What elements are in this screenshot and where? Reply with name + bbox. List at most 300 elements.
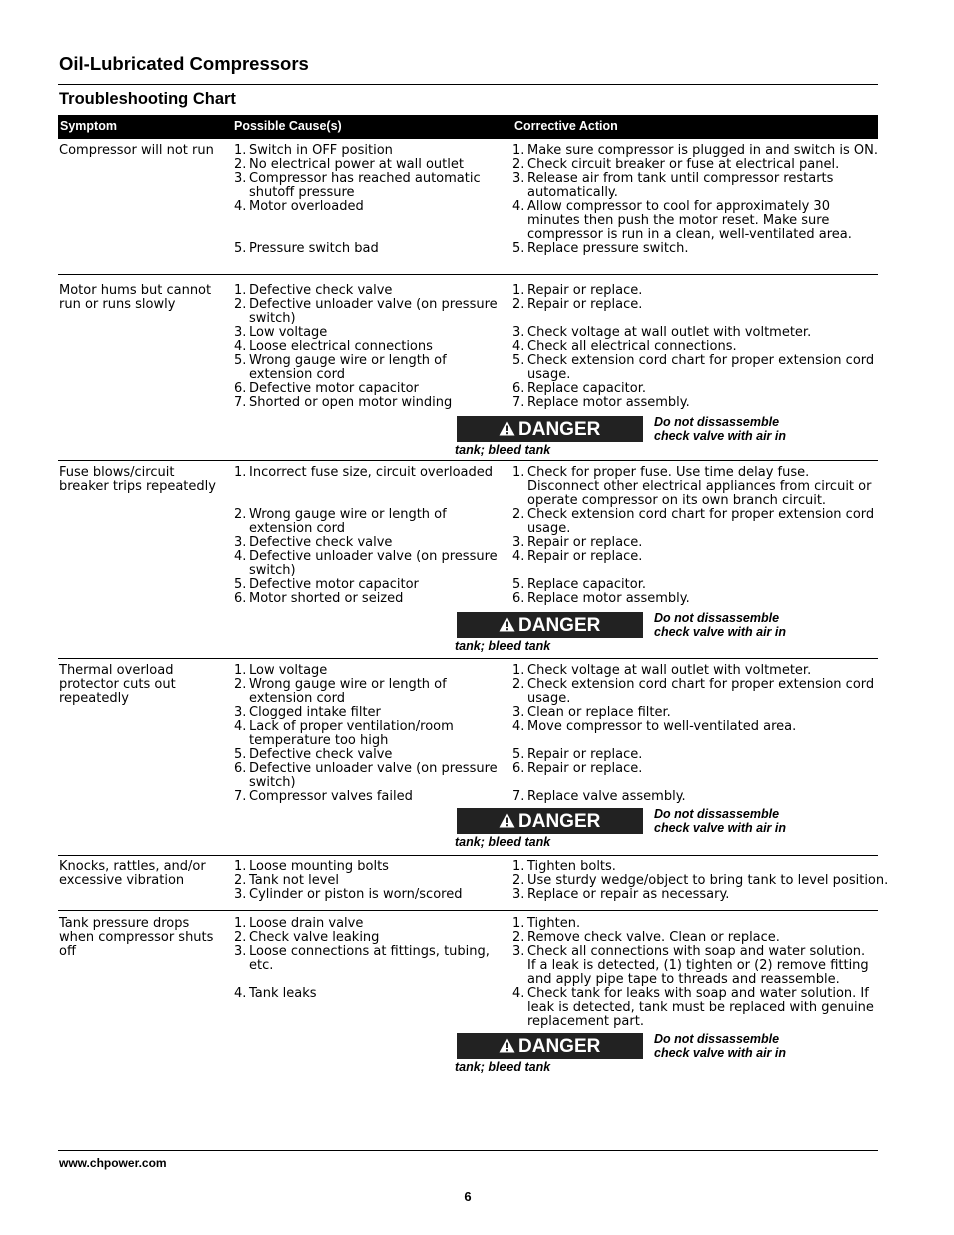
item-text: Compressor has reached automatic — [249, 171, 481, 186]
cause-cell-line — [234, 200, 509, 214]
cause-cell-line — [234, 242, 509, 256]
cause-cell-line — [234, 987, 509, 1001]
item-text: Low voltage — [249, 325, 328, 340]
cause-cell-line — [234, 340, 509, 354]
action-cell-line — [512, 172, 878, 186]
item-text: Replace or repair as necessary. — [527, 887, 730, 902]
symptom-line: breaker trips repeatedly — [59, 479, 216, 494]
item-text: Check for proper fuse. Use time delay fuse. — [527, 465, 810, 480]
action-cell-line — [512, 368, 878, 382]
action-cell — [512, 917, 878, 1029]
cause-cell-line — [234, 874, 509, 888]
action-cell-line — [512, 550, 878, 564]
symptom-line: off — [59, 944, 76, 959]
symptom-line: protector cuts out — [59, 677, 176, 692]
item-text: Cylinder or piston is worn/scored — [249, 887, 463, 902]
danger-word: DANGER — [518, 419, 601, 440]
item-number: 1. — [512, 916, 525, 931]
symptom-line: Tank pressure drops — [59, 916, 190, 931]
item-number: 7. — [512, 789, 525, 804]
action-cell-line — [512, 1001, 878, 1015]
item-number: 4. — [512, 549, 525, 564]
danger-label-box — [457, 612, 643, 638]
item-number: 6. — [512, 381, 525, 396]
action-cell-line — [512, 564, 878, 578]
item-number: 5. — [234, 241, 247, 256]
row-divider — [58, 460, 878, 461]
item-number: 7. — [234, 789, 247, 804]
danger-message — [654, 611, 824, 639]
action-cell-line — [512, 720, 878, 734]
cause-cell-line — [234, 480, 509, 494]
danger-word: DANGER — [518, 615, 601, 636]
action-cell-line — [512, 664, 878, 678]
danger-message-line: Do not dissassemble — [654, 1032, 780, 1046]
danger-word: DANGER — [518, 1036, 601, 1057]
item-number: 4. — [234, 199, 247, 214]
action-cell-line — [512, 242, 878, 256]
item-number: 6. — [234, 591, 247, 606]
item-text: Defective check valve — [249, 747, 393, 762]
action-cell-line — [512, 228, 878, 242]
action-cell-line — [512, 326, 878, 340]
item-text: Wrong gauge wire or length of — [249, 353, 447, 368]
item-text: Disconnect other electrical appliances from circuit or — [527, 479, 872, 494]
action-cell-line — [512, 494, 878, 508]
cause-cell-line — [234, 578, 509, 592]
item-text: Replace valve assembly. — [527, 789, 686, 804]
symptom-cell — [59, 144, 224, 158]
symptom-cell — [59, 860, 224, 888]
cause-cell-line — [234, 284, 509, 298]
item-text: Compressor valves failed — [249, 789, 413, 804]
item-text: compressor is run in a clean, well-ventilated area. — [527, 227, 852, 242]
action-cell-line — [512, 214, 878, 228]
item-text: Defective unloader valve (on pressure — [249, 761, 498, 776]
item-text: Incorrect fuse size, circuit overloaded — [249, 465, 493, 480]
item-number: 1. — [234, 143, 247, 158]
item-text: Wrong gauge wire or length of — [249, 677, 447, 692]
item-text: Tighten. — [527, 916, 581, 931]
action-cell-line — [512, 480, 878, 494]
cause-cell-line — [234, 748, 509, 762]
danger-message-line: Do not dissassemble — [654, 611, 780, 625]
item-text: Clogged intake filter — [249, 705, 381, 720]
footer-divider — [58, 1150, 878, 1151]
cause-cell — [234, 860, 509, 902]
item-text: Replace motor assembly. — [527, 591, 690, 606]
action-cell — [512, 284, 878, 410]
symptom-cell — [59, 664, 224, 706]
item-number: 1. — [512, 283, 525, 298]
title-divider — [58, 84, 878, 85]
item-text: Check extension cord chart for proper extension cord — [527, 353, 875, 368]
item-text: Check all connections with soap and water solution. — [527, 944, 866, 959]
row-divider — [58, 274, 878, 275]
action-cell-line — [512, 748, 878, 762]
item-text: Motor shorted or seized — [249, 591, 404, 606]
header-action: Corrective Action — [514, 119, 618, 133]
cause-cell-line — [234, 536, 509, 550]
item-number: 6. — [234, 761, 247, 776]
item-number: 4. — [234, 549, 247, 564]
action-cell-line — [512, 706, 878, 720]
symptom-line: Compressor will not run — [59, 143, 214, 158]
symptom-line: Knocks, rattles, and/or — [59, 859, 206, 874]
item-text: Check extension cord chart for proper extension cord — [527, 677, 875, 692]
item-text: Use sturdy wedge/object to bring tank to level position. — [527, 873, 889, 888]
item-text: Motor overloaded — [249, 199, 364, 214]
action-cell-line — [512, 790, 878, 804]
action-cell-line — [512, 466, 878, 480]
item-text: Check tank for leaks with soap and water solution. If — [527, 986, 869, 1001]
cause-cell-line — [234, 466, 509, 480]
item-number: 3. — [512, 887, 525, 902]
item-number: 2. — [512, 677, 525, 692]
item-number: 2. — [512, 930, 525, 945]
item-number: 2. — [234, 873, 247, 888]
cause-cell-line — [234, 720, 509, 734]
action-cell-line — [512, 284, 878, 298]
cause-cell-line — [234, 354, 509, 368]
item-text: Tank leaks — [249, 986, 317, 1001]
action-cell-line — [512, 592, 878, 606]
action-cell-line — [512, 508, 878, 522]
item-text: Tighten bolts. — [527, 859, 616, 874]
item-text: Check all electrical connections. — [527, 339, 737, 354]
action-cell-line — [512, 536, 878, 550]
item-text: replacement part. — [527, 1014, 644, 1029]
item-number: 2. — [234, 507, 247, 522]
item-number: 2. — [234, 157, 247, 172]
item-number: 6. — [512, 591, 525, 606]
symptom-line: when compressor shuts — [59, 930, 214, 945]
cause-cell-line — [234, 945, 509, 959]
item-text: usage. — [527, 367, 571, 382]
item-text: leak is detected, tank must be replaced with genuine — [527, 1000, 874, 1015]
item-number: 3. — [234, 705, 247, 720]
cause-cell-line — [234, 494, 509, 508]
item-number: 6. — [512, 761, 525, 776]
item-number: 6. — [234, 381, 247, 396]
item-number: 4. — [512, 199, 525, 214]
danger-message-tail: tank; bleed tank — [455, 1060, 551, 1074]
action-cell-line — [512, 987, 878, 1001]
cause-cell-line — [234, 790, 509, 804]
item-text: Repair or replace. — [527, 549, 643, 564]
item-text: Check extension cord chart for proper extension cord — [527, 507, 875, 522]
item-number: 4. — [234, 339, 247, 354]
item-number: 4. — [512, 986, 525, 1001]
action-cell-line — [512, 860, 878, 874]
danger-message-tail: tank; bleed tank — [455, 443, 551, 457]
item-text: etc. — [249, 958, 274, 973]
cause-cell-line — [234, 396, 509, 410]
item-number: 4. — [512, 719, 525, 734]
table-header — [58, 115, 878, 139]
item-text: Replace capacitor. — [527, 381, 646, 396]
cause-cell-line — [234, 298, 509, 312]
item-number: 1. — [234, 859, 247, 874]
page-number: 6 — [464, 1189, 472, 1204]
item-number: 7. — [234, 395, 247, 410]
cause-cell-line — [234, 158, 509, 172]
cause-cell-line — [234, 931, 509, 945]
item-text: Repair or replace. — [527, 283, 643, 298]
cause-cell-line — [234, 762, 509, 776]
action-cell-line — [512, 762, 878, 776]
cause-cell-line — [234, 186, 509, 200]
header-symptom: Symptom — [60, 119, 117, 133]
item-number: 2. — [234, 677, 247, 692]
warning-icon — [499, 421, 515, 436]
cause-cell-line — [234, 550, 509, 564]
danger-message-tail: tank; bleed tank — [455, 639, 551, 653]
item-number: 2. — [512, 297, 525, 312]
item-number: 1. — [512, 465, 525, 480]
item-text: Repair or replace. — [527, 297, 643, 312]
symptom-cell — [59, 284, 224, 312]
item-number: 3. — [234, 535, 247, 550]
item-text: Check valve leaking — [249, 930, 380, 945]
cause-cell-line — [234, 888, 509, 902]
item-text: Defective unloader valve (on pressure — [249, 549, 498, 564]
cause-cell-line — [234, 692, 509, 706]
row-divider — [58, 855, 878, 856]
item-number: 2. — [512, 507, 525, 522]
action-cell-line — [512, 186, 878, 200]
item-number: 3. — [234, 944, 247, 959]
symptom-cell — [59, 917, 224, 959]
symptom-line: Fuse blows/circuit — [59, 465, 175, 480]
item-number: 5. — [234, 747, 247, 762]
symptom-line: repeatedly — [59, 691, 129, 706]
item-text: Loose mounting bolts — [249, 859, 389, 874]
item-number: 2. — [234, 297, 247, 312]
item-text: switch) — [249, 563, 296, 578]
item-number: 3. — [512, 171, 525, 186]
item-text: extension cord — [249, 521, 345, 536]
action-cell — [512, 466, 878, 606]
action-cell-line — [512, 354, 878, 368]
item-text: extension cord — [249, 367, 345, 382]
symptom-cell — [59, 466, 224, 494]
item-text: Move compressor to well-ventilated area. — [527, 719, 797, 734]
cause-cell-line — [234, 973, 509, 987]
danger-message — [654, 1032, 824, 1060]
item-text: switch) — [249, 311, 296, 326]
footer-url[interactable]: www.chpower.com — [59, 1156, 167, 1170]
action-cell-line — [512, 917, 878, 931]
item-text: Shorted or open motor winding — [249, 395, 453, 410]
header-cause: Possible Cause(s) — [234, 119, 342, 133]
item-text: shutoff pressure — [249, 185, 355, 200]
danger-message-line: check valve with air in — [654, 429, 787, 443]
action-cell-line — [512, 522, 878, 536]
danger-message-line: check valve with air in — [654, 1046, 787, 1060]
item-text: operate compressor on its own branch circuit. — [527, 493, 827, 508]
item-number: 2. — [512, 157, 525, 172]
danger-message-line: check valve with air in — [654, 625, 787, 639]
cause-cell-line — [234, 776, 509, 790]
cause-cell-line — [234, 382, 509, 396]
action-cell-line — [512, 873, 889, 888]
item-number: 3. — [512, 705, 525, 720]
item-text: Switch in OFF position — [249, 143, 393, 158]
item-text: extension cord — [249, 691, 345, 706]
action-cell-line — [512, 931, 878, 945]
item-text: Replace motor assembly. — [527, 395, 690, 410]
action-cell-line — [512, 200, 878, 214]
action-cell-line — [512, 312, 878, 326]
action-cell-line — [512, 1015, 878, 1029]
item-number: 7. — [512, 395, 525, 410]
item-text: Make sure compressor is plugged in and switch is ON. — [527, 143, 878, 158]
row-divider — [58, 910, 878, 911]
item-text: Repair or replace. — [527, 535, 643, 550]
item-number: 5. — [512, 577, 525, 592]
cause-cell — [234, 284, 509, 410]
item-number: 3. — [234, 171, 247, 186]
chart-title: Troubleshooting Chart — [59, 90, 236, 108]
item-number: 1. — [234, 465, 247, 480]
item-text: Pressure switch bad — [249, 241, 379, 256]
item-number: 5. — [512, 241, 525, 256]
item-number: 2. — [512, 873, 525, 888]
item-text: Loose drain valve — [249, 916, 364, 931]
item-number: 4. — [234, 719, 247, 734]
item-text: Defective check valve — [249, 283, 393, 298]
item-text: Allow compressor to cool for approximately 30 — [527, 199, 830, 214]
cause-cell-line — [234, 312, 509, 326]
action-cell — [512, 859, 889, 902]
item-number: 5. — [234, 577, 247, 592]
danger-word: DANGER — [518, 811, 601, 832]
item-text: Repair or replace. — [527, 747, 643, 762]
item-text: usage. — [527, 691, 571, 706]
cause-cell-line — [234, 564, 509, 578]
item-number: 3. — [512, 944, 525, 959]
action-cell — [512, 664, 878, 804]
cause-cell-line — [234, 706, 509, 720]
danger-label-box — [457, 1033, 643, 1059]
cause-cell-line — [234, 959, 509, 973]
row-divider — [58, 658, 878, 659]
danger-message — [654, 415, 824, 443]
item-text: Defective motor capacitor — [249, 381, 419, 396]
cause-cell-line — [234, 144, 509, 158]
action-cell-line — [512, 340, 878, 354]
cause-cell — [234, 917, 509, 1001]
danger-message-tail: tank; bleed tank — [455, 835, 551, 849]
cause-cell-line — [234, 678, 509, 692]
symptom-line: excessive vibration — [59, 873, 185, 888]
item-text: Low voltage — [249, 663, 328, 678]
cause-cell-line — [234, 326, 509, 340]
action-cell-line — [512, 734, 878, 748]
symptom-line: Thermal overload — [59, 663, 174, 678]
action-cell — [512, 144, 878, 256]
warning-icon — [499, 617, 515, 632]
item-text: switch) — [249, 775, 296, 790]
action-cell-line — [512, 973, 878, 987]
symptom-line: run or runs slowly — [59, 297, 176, 312]
cause-cell-line — [234, 664, 509, 678]
item-number: 3. — [234, 887, 247, 902]
action-cell-line — [512, 578, 878, 592]
warning-icon — [499, 1038, 515, 1053]
item-text: Repair or replace. — [527, 761, 643, 776]
cause-cell-line — [234, 214, 509, 228]
item-text: Defective unloader valve (on pressure — [249, 297, 498, 312]
action-cell-line — [512, 692, 878, 706]
item-text: Remove check valve. Clean or replace. — [527, 930, 780, 945]
item-text: Release air from tank until compressor restarts — [527, 171, 834, 186]
item-number: 4. — [512, 339, 525, 354]
item-number: 1. — [234, 916, 247, 931]
item-text: No electrical power at wall outlet — [249, 157, 464, 172]
item-text: Loose electrical connections — [249, 339, 433, 354]
item-number: 3. — [512, 535, 525, 550]
danger-label-box — [457, 416, 643, 442]
item-number: 1. — [512, 859, 525, 874]
item-number: 5. — [234, 353, 247, 368]
item-text: usage. — [527, 521, 571, 536]
item-number: 1. — [234, 283, 247, 298]
symptom-line: Motor hums but cannot — [59, 283, 212, 298]
item-text: Clean or replace filter. — [527, 705, 671, 720]
item-number: 1. — [512, 663, 525, 678]
cause-cell — [234, 466, 509, 606]
item-number: 1. — [234, 663, 247, 678]
item-text: Defective motor capacitor — [249, 577, 419, 592]
danger-message-line: check valve with air in — [654, 821, 787, 835]
action-cell-line — [512, 298, 878, 312]
item-text: Check voltage at wall outlet with voltmeter. — [527, 663, 812, 678]
action-cell-line — [512, 776, 878, 790]
item-number: 3. — [234, 325, 247, 340]
item-text: Lack of proper ventilation/room — [249, 719, 454, 734]
item-text: Replace capacitor. — [527, 577, 646, 592]
item-text: Defective check valve — [249, 535, 393, 550]
item-text: and apply pipe tape to threads and reassemble. — [527, 972, 840, 987]
section-title: Oil-Lubricated Compressors — [59, 53, 309, 74]
item-text: Check voltage at wall outlet with voltmeter. — [527, 325, 812, 340]
item-text: Loose connections at fittings, tubing, — [249, 944, 490, 959]
cause-cell — [234, 144, 509, 256]
action-cell-line — [512, 144, 878, 158]
item-text: Replace pressure switch. — [527, 241, 689, 256]
item-number: 5. — [512, 747, 525, 762]
item-text: automatically. — [527, 185, 618, 200]
cause-cell-line — [234, 228, 509, 242]
action-cell-line — [512, 158, 878, 172]
cause-cell-line — [234, 368, 509, 382]
cause-cell-line — [234, 508, 509, 522]
item-text: minutes then push the motor reset. Make sure — [527, 213, 830, 228]
action-cell-line — [512, 959, 878, 973]
cause-cell — [234, 664, 509, 804]
item-text: Check circuit breaker or fuse at electrical panel. — [527, 157, 840, 172]
item-text: If a leak is detected, (1) tighten or (2) remove fitting — [527, 958, 869, 973]
item-text: temperature too high — [249, 733, 389, 748]
item-number: 2. — [234, 930, 247, 945]
item-number: 3. — [512, 325, 525, 340]
danger-message-line: Do not dissassemble — [654, 807, 780, 821]
item-number: 5. — [512, 353, 525, 368]
item-text: Wrong gauge wire or length of — [249, 507, 447, 522]
item-number: 4. — [234, 986, 247, 1001]
